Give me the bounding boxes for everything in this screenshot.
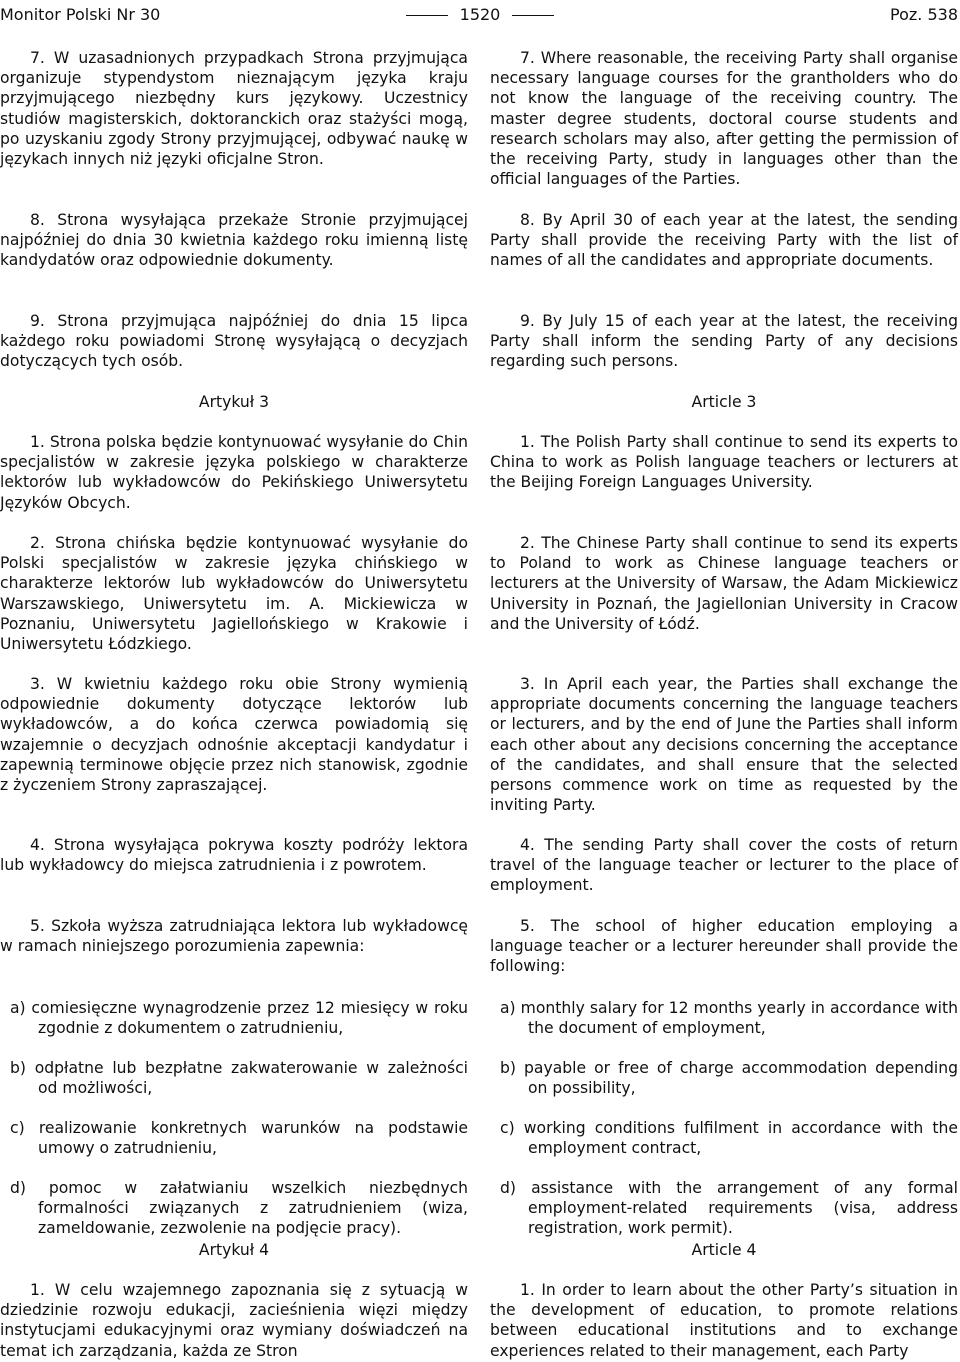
en-art3-point-3 [490,674,958,815]
pl-art4-point-1 [0,1280,468,1361]
en-list-item-c [490,1118,958,1158]
en-list-item-d [490,1178,958,1239]
en-paragraph-8-text: 8. By April 30 of each year at the latest, the sending Party shall provide the receiving Party with the list of names of all the candidates and appropriate documents. [490,211,958,270]
en-art3-point-2-text: 2. The Chinese Party shall continue to send its experts to Poland to work as Chinese language teachers or lecturers at the University of Warsaw, the Adam Mickiewicz University in Poznań, the Jagiellonian University in Cracow and the University of Łódź. [490,534,958,633]
en-art3-point-4 [490,835,958,896]
page-number [0,0,960,30]
publication-name: Monitor Polski Nr 30 [0,5,161,24]
pl-article-4-title: Artykuł 4 [198,1241,270,1259]
page-header [0,0,960,30]
pl-paragraph-8 [0,210,468,271]
pl-paragraph-7 [0,48,468,169]
pl-art3-point-1 [0,432,468,513]
en-art3-point-5 [490,916,958,977]
pl-art4-point-1-text: 1. W celu wzajemnego zapoznania się z sytuacją w dziedzinie rozwoju edukacji, zacieśnienia więzi między instytucjami edukacyjnymi oraz wymiany doświadczeń na temat ich zarządzania, każda ze Stron [0,1281,468,1360]
pl-list-item-b [0,1058,468,1098]
pl-art3-point-5 [0,916,468,956]
pl-list-item-c [0,1118,468,1158]
en-article-4-title: Article 4 [691,1241,757,1259]
pl-art3-point-2 [0,533,468,654]
en-paragraph-7-text: 7. Where reasonable, the receiving Party shall organise necessary language courses for the grantholders who do not know the language of the receiving country. The master degree students, doctoral course students and research scholars may also, after getting the permission of the receiving Party, study in languages other than the official languages of the Parties. [490,49,958,189]
en-article-4-heading [490,1240,958,1260]
pl-list-item-a [0,998,468,1038]
pl-art3-point-4 [0,835,468,875]
en-list-item-b [490,1058,958,1098]
en-paragraph-7 [490,48,958,189]
pl-art3-point-5-text: 5. Szkoła wyższa zatrudniająca lektora lub wykładowcę w ramach niniejszego porozumienia zapewnia: [0,917,468,956]
en-list-item-b-text: b) payable or free of charge accommodation depending on possibility, [500,1059,958,1098]
en-art3-point-4-text: 4. The sending Party shall cover the costs of return travel of the language teacher or lecturer to the place of employment. [490,836,958,895]
en-list-item-c-text: c) working conditions fulfilment in accordance with the employment contract, [500,1119,958,1158]
pl-paragraph-7-text: 7. W uzasadnionych przypadkach Strona przyjmująca organizuje stypendystom nieznającym języka kraju przyjmującego niezbędny kurs językowy. Uczestnicy studiów magisterskich, doktoranckich oraz stażyści mogą, po uzyskaniu zgody Strony przyjmującej, odbywać naukę w językach innych niż języki oficjalne Stron. [0,49,468,169]
en-art3-point-5-text: 5. The school of higher education employing a language teacher or a lecturer hereunder shall provide the following: [490,917,958,976]
pl-paragraph-9 [0,311,468,372]
pl-paragraph-9-text: 9. Strona przyjmująca najpóźniej do dnia 15 lipca każdego roku powiadomi Stronę wysyłającą o decyzjach dotyczących tych osób. [0,312,468,371]
en-paragraph-8 [490,210,958,271]
en-art4-point-1 [490,1280,958,1361]
en-art3-point-1-text: 1. The Polish Party shall continue to send its experts to China to work as Polish language teachers or lecturers at the Beijing Foreign Languages University. [490,433,958,492]
dash-left [406,15,448,16]
pl-art3-point-2-text: 2. Strona chińska będzie kontynuować wysyłanie do Polski specjalistów w zakresie języka chińskiego w charakterze lektorów lub wykładowców do Uniwersytetu Warszawskiego, Uniwersytetu im. A. Mickiewicza w Poznaniu, Uniwersytetu Jagiellońskiego w Krakowie i Uniwersytetu Łódzkiego. [0,534,468,654]
position-number: Poz. 538 [890,5,958,24]
pl-list-item-d [0,1178,468,1239]
pl-art3-point-3 [0,674,468,795]
pl-art3-point-4-text: 4. Strona wysyłająca pokrywa koszty podróży lektora lub wykładowcy do miejsca zatrudnienia i z powrotem. [0,836,468,875]
en-article-3-title: Article 3 [691,393,757,411]
pl-list-item-b-text: b) odpłatne lub bezpłatne zakwaterowanie w zależności od możliwości, [10,1059,468,1098]
pl-list-item-c-text: c) realizowanie konkretnych warunków na podstawie umowy o zatrudnieniu, [10,1119,468,1158]
en-list-item-a-text: a) monthly salary for 12 months yearly in accordance with the document of employment, [500,999,958,1038]
pl-art3-point-1-text: 1. Strona polska będzie kontynuować wysyłanie do Chin specjalistów w zakresie języka polskiego w charakterze lektorów lub wykładowców do Pekińskiego Uniwersytetu Języków Obcych. [0,433,468,512]
en-art3-point-3-text: 3. In April each year, the Parties shall exchange the appropriate documents concerning the language teachers or lecturers, and by the end of June the Parties shall inform each other about any decisions concerning the acceptance of the candidates, and shall ensure that the selected persons commence work on time as requested by the inviting Party. [490,675,958,815]
page-number-value: 1520 [459,5,501,24]
en-list-item-a [490,998,958,1038]
pl-article-3-title: Artykuł 3 [198,393,270,411]
pl-art3-point-3-text: 3. W kwietniu każdego roku obie Strony wymienią odpowiednie dokumenty dotyczące lektorów lub wykładowców, a do końca czerwca powiadomią się wzajemnie o decyzjach odnośnie akceptacji kandydatur i zapewnią terminowe objęcie przez nich stanowisk, zgodnie z życzeniem Strony zapraszającej. [0,675,468,795]
pl-paragraph-8-text: 8. Strona wysyłająca przekaże Stronie przyjmującej najpóźniej do dnia 30 kwietnia każdego roku imienną listę kandydatów oraz odpowiednie dokumenty. [0,211,468,270]
en-paragraph-9-text: 9. By July 15 of each year at the latest, the receiving Party shall inform the sending Party of any decisions regarding such persons. [490,312,958,371]
pl-article-4-heading [0,1240,468,1260]
en-list-item-d-text: d) assistance with the arrangement of any formal employment-related requirements (visa, address registration, work permit). [500,1179,958,1238]
en-paragraph-9 [490,311,958,372]
dash-right [512,15,554,16]
en-art3-point-1 [490,432,958,493]
pl-list-item-d-text: d) pomoc w załatwianiu wszelkich niezbędnych formalności związanych z zatrudnieniem (wiza, zameldowanie, zezwolenie na podjęcie pracy). [10,1179,468,1238]
pl-list-item-a-text: a) comiesięczne wynagrodzenie przez 12 miesięcy w roku zgodnie z dokumentem o zatrudnieniu, [10,999,468,1038]
en-article-3-heading [490,392,958,412]
pl-article-3-heading [0,392,468,412]
en-art4-point-1-text: 1. In order to learn about the other Party’s situation in the development of education, to promote relations between educational institutions and to exchange experiences related to their management, each Party [490,1281,958,1360]
en-art3-point-2 [490,533,958,634]
